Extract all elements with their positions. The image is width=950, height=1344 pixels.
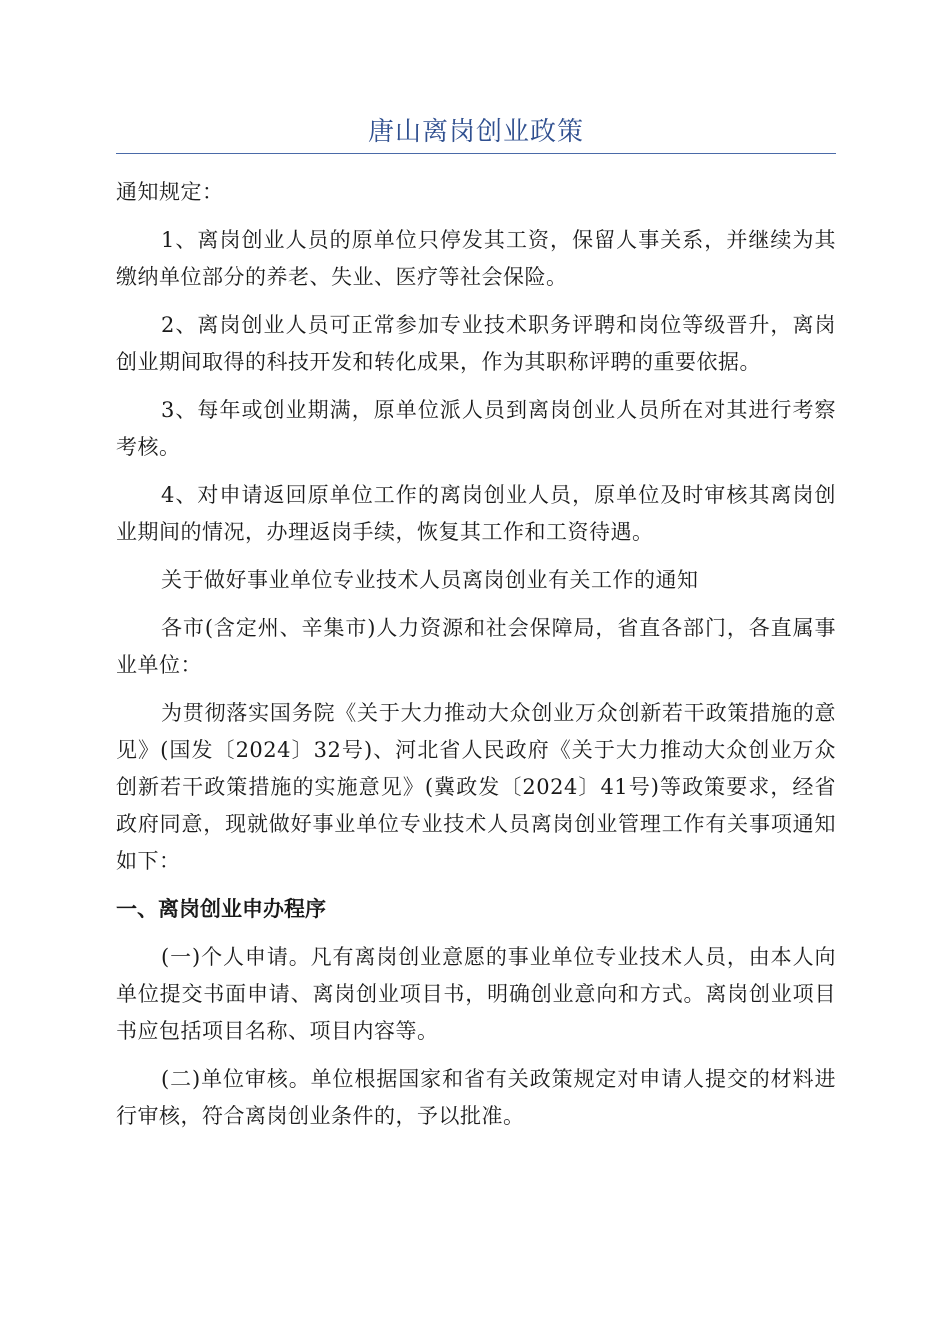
rule-item-4: 4、对申请返回原单位工作的离岗创业人员，原单位及时审核其离岗创业期间的情况，办理返岗手续，恢复其工作和工资待遇。: [116, 483, 836, 544]
procedure-step-2: (二)单位审核。单位根据国家和省有关政策规定对申请人提交的材料进行审核，符合离岗创业条件的，予以批准。: [116, 1067, 836, 1128]
title-block: [116, 112, 836, 152]
recipients: 各市(含定州、辛集市)人力资源和社会保障局，省直各部门，各直属事业单位：: [116, 616, 836, 677]
section-heading-1: 一、离岗创业申办程序: [116, 897, 326, 921]
rule-item-3: 3、每年或创业期满，原单位派人员到离岗创业人员所在对其进行考察考核。: [116, 398, 836, 459]
notice-title: 关于做好事业单位专业技术人员离岗创业有关工作的通知: [161, 568, 699, 592]
rule-item-2: 2、离岗创业人员可正常参加专业技术职务评聘和岗位等级晋升，离岗创业期间取得的科技开发和转化成果，作为其职称评聘的重要依据。: [116, 313, 836, 374]
preamble: 为贯彻落实国务院《关于大力推动大众创业万众创新若干政策措施的意见》(国发〔2024〕32号)、河北省人民政府《关于大力推动大众创业万众创新若干政策措施的实施意见》(冀政发〔2024〕41号)等政策要求，经省政府同意，现就做好事业单位专业技术人员离岗创业管理工作有关事项通知如下：: [116, 701, 836, 873]
page-title: 唐山离岗创业政策: [367, 117, 584, 147]
title-divider: [116, 153, 836, 154]
document-body: [116, 174, 836, 1146]
procedure-step-1: (一)个人申请。凡有离岗创业意愿的事业单位专业技术人员，由本人向单位提交书面申请、离岗创业项目书，明确创业意向和方式。离岗创业项目书应包括项目名称、项目内容等。: [116, 945, 836, 1043]
notice-intro: 通知规定：: [116, 180, 224, 204]
rule-item-1: 1、离岗创业人员的原单位只停发其工资，保留人事关系，并继续为其缴纳单位部分的养老、失业、医疗等社会保险。: [116, 228, 836, 289]
